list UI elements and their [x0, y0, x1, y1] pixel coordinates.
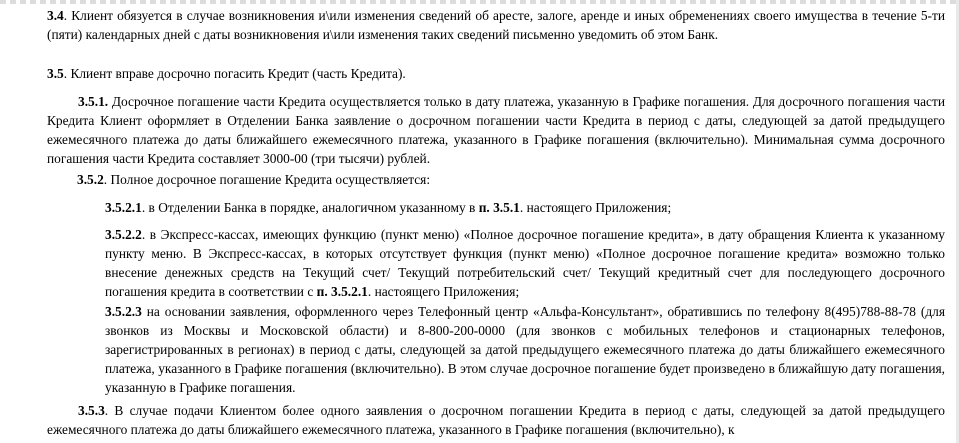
clause-3-5-3 — [47, 401, 945, 439]
clause-number: 3.4 — [47, 8, 64, 23]
clause-text: . В случае подачи Клиентом более одного заявления о досрочном погашении Кредита в период с даты, следующей за датой предыдущего ежемесячного платежа до даты ближайшего ежемесячного платежа, указанного в Графике погашения (включительно), к — [47, 403, 945, 437]
clause-text-tail: . настоящего Приложения; — [519, 200, 672, 215]
clause-3-5-2-2 — [105, 225, 945, 301]
clause-text: на основании заявления, оформленного через Телефонный центр «Альфа-Консультант», обратившись по телефону 8(495)788-88-78 (для звонков из Москвы и Московской области) и 8-800-200-0000 (для звонков с мобильных телефонов и стационарных телефонов, зарегистрированных в регионах) в период с даты, следующей за датой предыдущего ежемесячного платежа до даты ближайшего ежемесячного платежа, указанного в Графике погашения (включительно). В этом случае досрочное погашение будет произведено в ближайшую дату погашения, указанную в Графике погашения. — [105, 304, 945, 395]
clause-3-5-2-1 — [105, 198, 945, 217]
clause-text-tail: . настоящего Приложения; — [367, 284, 520, 299]
clause-3-5-2-3 — [105, 302, 945, 397]
clause-text: Досрочное погашение части Кредита осуществляется только в дату платежа, указанную в Графике погашения. Для досрочного погашения части Кредита Клиент оформляет в Отделении Банка заявление о досрочном погашении части Кредита в период с даты, следующей за датой предыдущего ежемесячного платежа до даты ближайшего ежемесячного платежа, указанного в Графике погашения (включительно). Минимальная сумма досрочного погашения части Кредита составляет 3000-00 (три тысячи) рублей. — [47, 94, 945, 166]
clause-text: . Полное досрочное погашение Кредита осуществляется: — [103, 172, 431, 187]
clause-reference: п. 3.5.1 — [478, 200, 520, 215]
clause-number: 3.5.2.3 — [105, 304, 142, 319]
clause-3-4 — [47, 6, 945, 44]
clause-3-5-1 — [47, 92, 945, 168]
clause-3-5 — [47, 64, 945, 83]
clause-number: 3.5.3 — [78, 403, 105, 418]
clause-reference: п. 3.5.2.1 — [316, 284, 368, 299]
clause-3-5-2 — [77, 170, 945, 189]
clause-text: . Клиент обязуется в случае возникновения и\или изменения сведений об аресте, залоге, аренде и иных обременениях своего имущества в течение 5-ти (пяти) календарных дней с даты возникновения и\или изменения таких сведений письменно уведомить об этом Банк. — [47, 8, 945, 42]
clipped-previous-line — [0, 0, 959, 4]
clause-number: 3.5.2.2 — [105, 227, 142, 242]
clause-text: . в Экспресс-кассах, имеющих функцию (пункт меню) «Полное досрочное погашение кредита», в дату обращения Клиента к указанному пункту меню. В Экспресс-кассах, в которых отсутствует функция (пункт меню) «Полное досрочное погашение кредита» возможно только внесение денежных средств на Текущий счет/ Текущий потребительский счет/ Текущий кредитный счет для последующего досрочного погашения кредита в соответствии с — [105, 227, 945, 299]
clause-text: . Клиент вправе досрочно погасить Кредит (часть Кредита). — [63, 66, 406, 81]
clause-text: . в Отделении Банка в порядке, аналогичном указанному в — [141, 200, 479, 215]
clause-number: 3.5.2 — [77, 172, 104, 187]
clause-number: 3.5.1. — [78, 94, 109, 109]
clause-number: 3.5 — [47, 66, 64, 81]
clause-number: 3.5.2.1 — [105, 200, 142, 215]
